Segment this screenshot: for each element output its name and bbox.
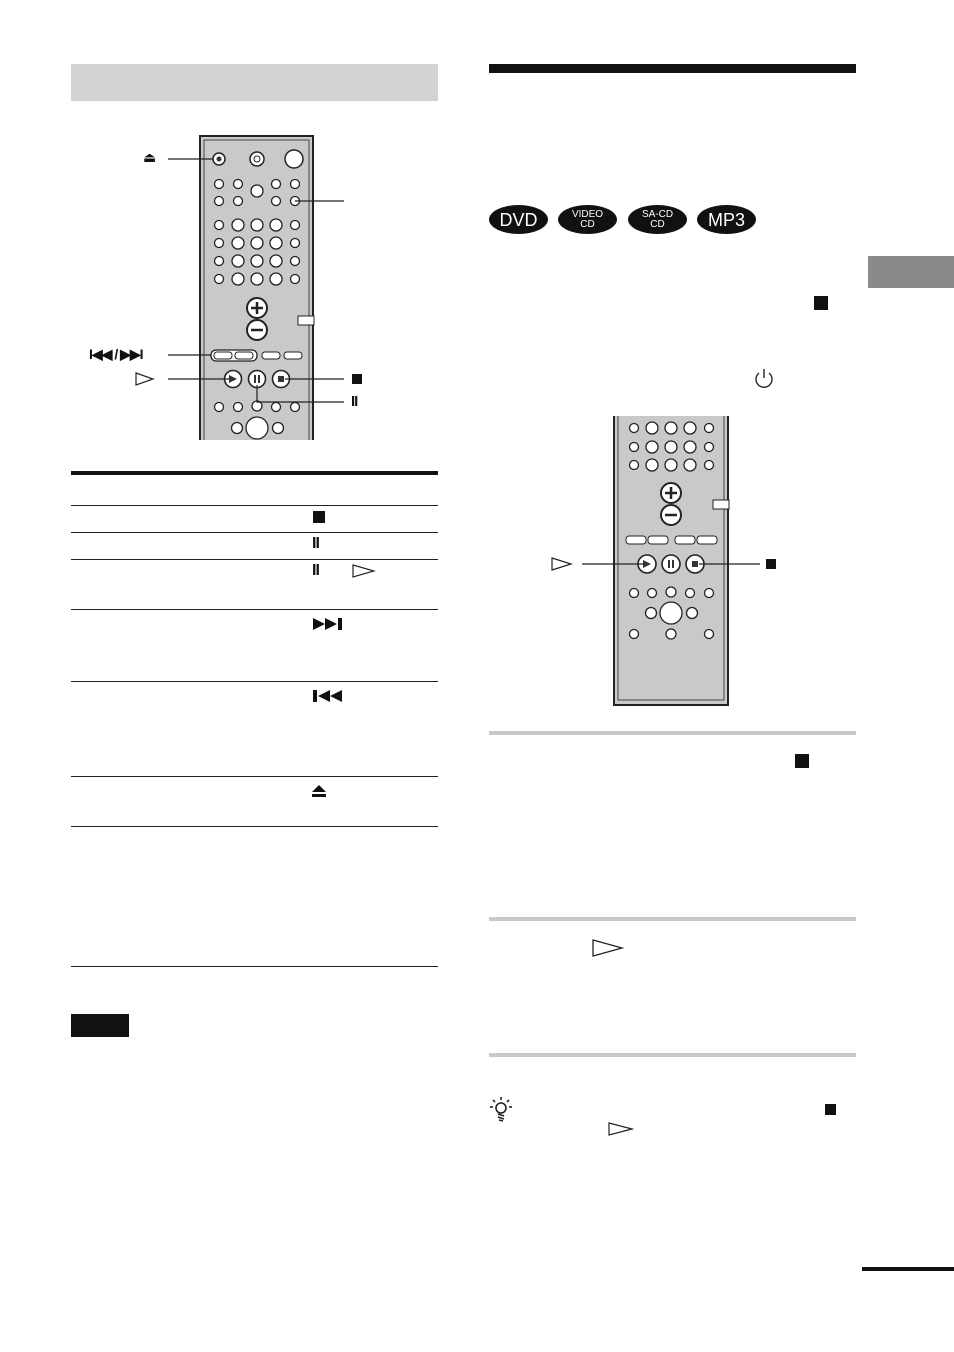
- table-stop-icon: [313, 511, 325, 523]
- step-2-play-icon: [592, 939, 624, 957]
- power-icon: [753, 367, 775, 389]
- chapter-side-tab: [868, 256, 954, 288]
- table-row-divider: [71, 681, 438, 682]
- table-row-divider: [71, 776, 438, 777]
- remote-illustration-bottom: [540, 416, 790, 708]
- eject-icon: ⏏: [143, 149, 157, 165]
- tip-bulb-icon: [488, 1095, 514, 1123]
- prev-next-icon: I◀◀ / ▶▶I: [89, 346, 143, 362]
- table-row-divider: [71, 559, 438, 560]
- table-row-divider: [71, 826, 438, 827]
- stop-icon: [352, 374, 362, 384]
- sa-cd-badge: SA-CD CD: [628, 205, 687, 234]
- step-3-rule: [489, 1053, 856, 1057]
- note-label-box: [71, 1014, 129, 1037]
- remote-illustration-top: [0, 120, 440, 445]
- stop-icon: [814, 296, 828, 310]
- table-row-divider: [71, 532, 438, 533]
- tip-stop-icon: [825, 1104, 836, 1115]
- continued-rule: [862, 1267, 954, 1271]
- dvd-badge: DVD: [489, 205, 548, 234]
- table-top-rule: [71, 471, 438, 475]
- video-cd-badge: VIDEO CD: [558, 205, 617, 234]
- table-prev-icon: [312, 689, 346, 703]
- table-pause-icon: II: [312, 535, 319, 552]
- table-play-icon: [352, 564, 376, 578]
- table-eject-icon: [311, 784, 327, 798]
- table-bottom-rule: [71, 966, 438, 967]
- play-icon: [135, 372, 155, 386]
- table-row-divider: [71, 609, 438, 610]
- table-row-divider: [71, 505, 438, 506]
- table-next-icon: [312, 617, 346, 631]
- pause-icon: II: [351, 393, 358, 410]
- section-header-bar: [71, 64, 438, 101]
- table-pause-icon: II: [312, 562, 319, 579]
- section-title-rule: [489, 64, 856, 73]
- tip-play-icon: [608, 1122, 634, 1136]
- step-1-rule: [489, 731, 856, 735]
- mp3-badge: MP3: [697, 205, 756, 234]
- step-1-stop-icon: [795, 754, 809, 768]
- step-2-rule: [489, 917, 856, 921]
